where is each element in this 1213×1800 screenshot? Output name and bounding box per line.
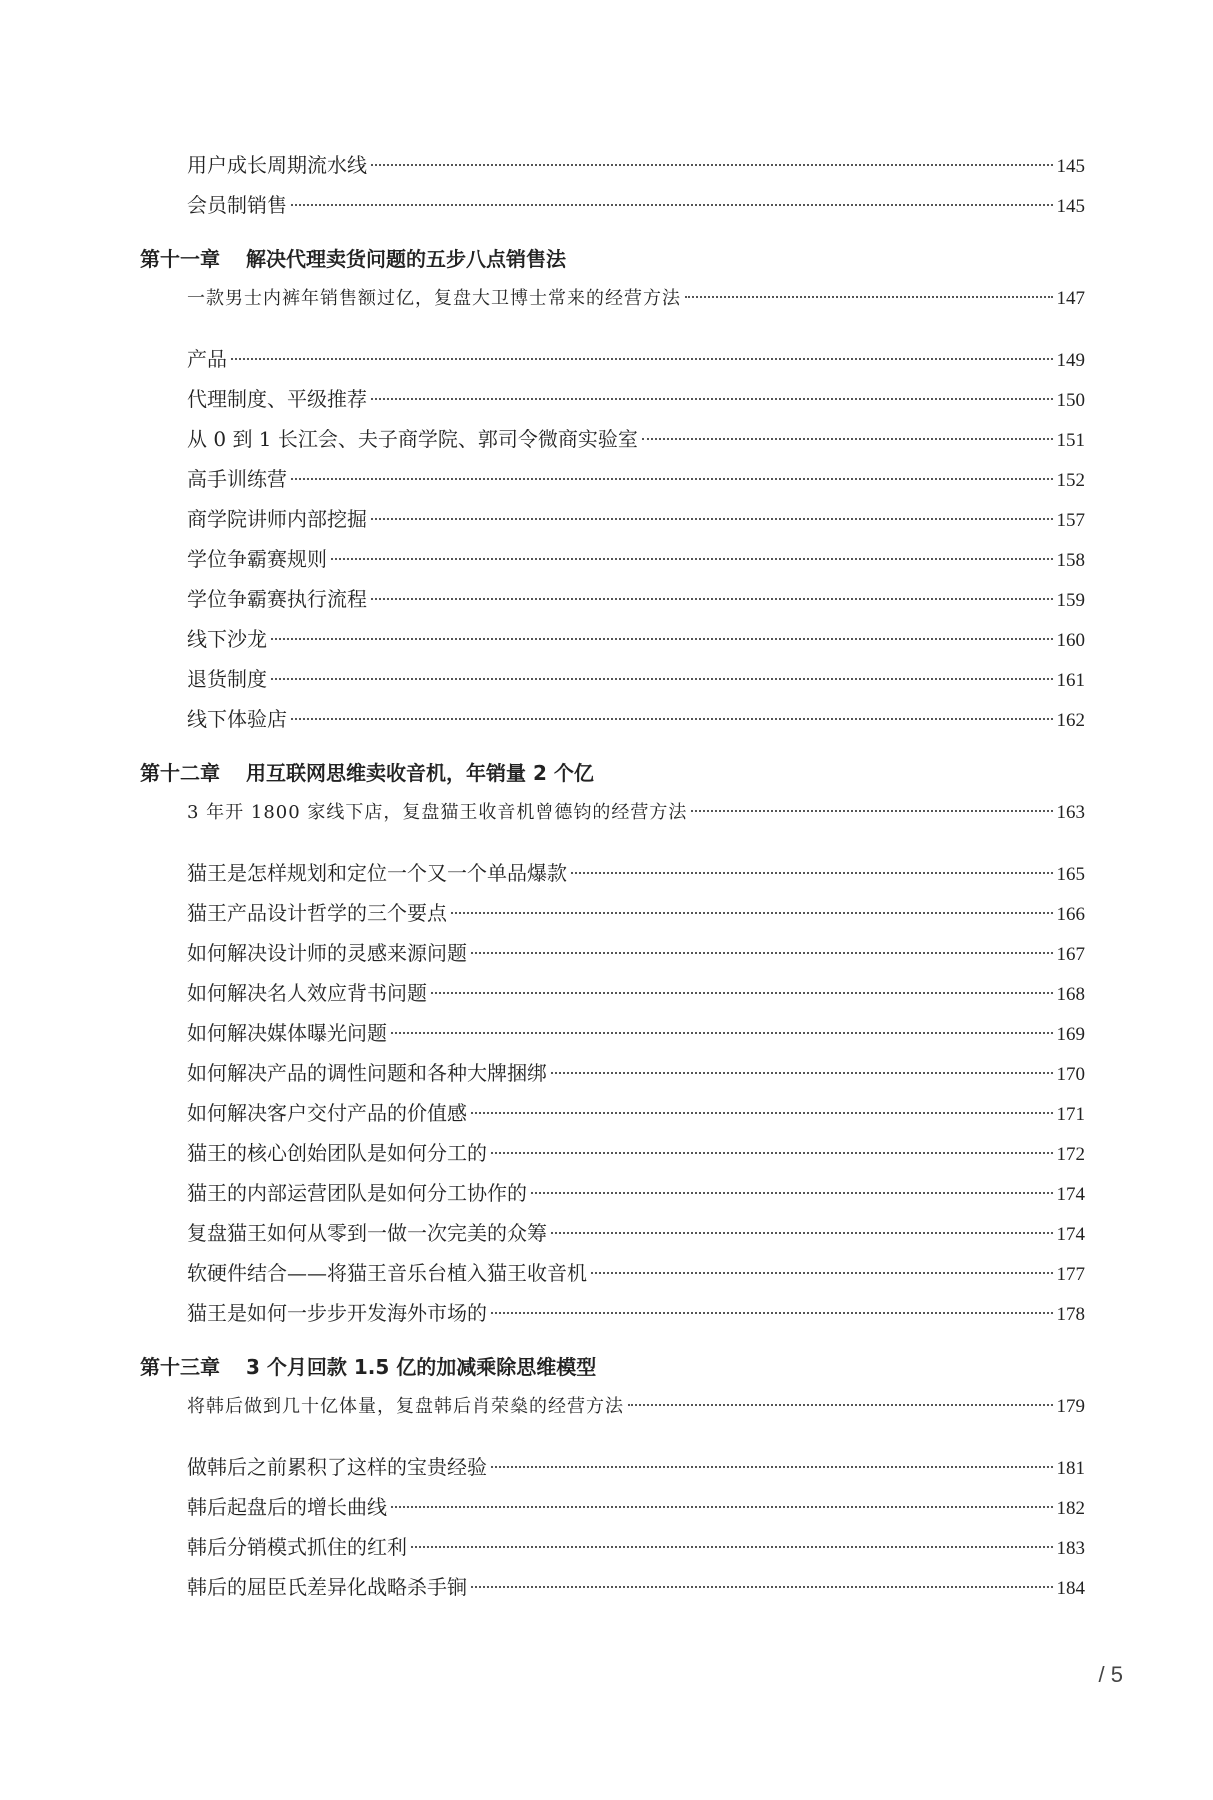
entry-title: 退货制度 — [187, 667, 267, 691]
dot-leader — [551, 1232, 1053, 1234]
entry-page: 174 — [1056, 1184, 1085, 1205]
toc-entry[interactable] — [140, 1013, 1085, 1053]
entry-title: 猫王的内部运营团队是如何分工协作的 — [187, 1181, 527, 1205]
entry-title: 线下沙龙 — [187, 627, 267, 651]
toc-entry[interactable] — [140, 699, 1085, 739]
entry-title: 如何解决媒体曝光问题 — [187, 1021, 387, 1045]
entry-page: 158 — [1056, 550, 1085, 571]
entry-page: 161 — [1056, 670, 1085, 691]
entry-page: 166 — [1056, 904, 1085, 925]
dot-leader — [471, 952, 1053, 954]
dot-leader — [551, 1072, 1053, 1074]
entry-title: 如何解决产品的调性问题和各种大牌捆绑 — [187, 1061, 547, 1085]
toc-entry[interactable] — [140, 619, 1085, 659]
dot-leader — [571, 872, 1053, 874]
chapter-subtitle[interactable] — [140, 1387, 1085, 1427]
entry-title: 如何解决名人效应背书问题 — [187, 981, 427, 1005]
chapter-12 — [140, 753, 1085, 1333]
dot-leader — [491, 1312, 1053, 1314]
dot-leader — [471, 1586, 1053, 1588]
entry-page: 177 — [1056, 1264, 1085, 1285]
toc-entry[interactable] — [140, 853, 1085, 893]
chapter-title: 3 个月回款 1.5 亿的加减乘除思维模型 — [246, 1355, 597, 1379]
dot-leader — [628, 1404, 1053, 1406]
dot-leader — [331, 558, 1053, 560]
toc-entry[interactable] — [140, 579, 1085, 619]
entry-page: 181 — [1056, 1458, 1085, 1479]
dot-leader — [691, 810, 1052, 812]
entry-page: 165 — [1056, 864, 1085, 885]
subtitle-page: 147 — [1056, 288, 1085, 309]
entry-title: 韩后的屈臣氏差异化战略杀手锏 — [187, 1575, 467, 1599]
chapter-subtitle[interactable] — [140, 279, 1085, 319]
toc-entry[interactable] — [140, 499, 1085, 539]
chapter-number: 第十三章 — [140, 1355, 220, 1379]
dot-leader — [291, 718, 1053, 720]
dot-leader — [291, 204, 1053, 206]
toc-entry[interactable] — [140, 659, 1085, 699]
entry-page: 170 — [1056, 1064, 1085, 1085]
dot-leader — [391, 1506, 1053, 1508]
toc-entry[interactable] — [140, 973, 1085, 1013]
page-number: / 5 — [1098, 1662, 1123, 1687]
entry-page: 160 — [1056, 630, 1085, 651]
entry-page: 151 — [1056, 430, 1085, 451]
entry-title: 软硬件结合——将猫王音乐台植入猫王收音机 — [187, 1261, 587, 1285]
entry-title: 做韩后之前累积了这样的宝贵经验 — [187, 1455, 487, 1479]
toc-entry[interactable] — [140, 185, 1085, 225]
dot-leader — [471, 1112, 1053, 1114]
subtitle-text: 将韩后做到几十亿体量，复盘韩后肖荣燊的经营方法 — [187, 1396, 624, 1417]
dot-leader — [411, 1546, 1053, 1548]
toc-entry[interactable] — [140, 1213, 1085, 1253]
entry-title: 从 0 到 1 长江会、夫子商学院、郭司令微商实验室 — [187, 427, 638, 451]
toc-entry[interactable] — [140, 379, 1085, 419]
entry-page: 159 — [1056, 590, 1085, 611]
entry-title: 会员制销售 — [187, 193, 287, 217]
dot-leader — [371, 398, 1053, 400]
entry-title: 用户成长周期流水线 — [187, 153, 367, 177]
toc-entry[interactable] — [140, 145, 1085, 185]
toc-entry[interactable] — [140, 933, 1085, 973]
dot-leader — [391, 1032, 1053, 1034]
entry-title: 猫王是如何一步步开发海外市场的 — [187, 1301, 487, 1325]
entry-page: 172 — [1056, 1144, 1085, 1165]
dot-leader — [371, 518, 1053, 520]
entry-title: 代理制度、平级推荐 — [187, 387, 367, 411]
toc-entry[interactable] — [140, 1173, 1085, 1213]
toc-entry[interactable] — [140, 419, 1085, 459]
entry-title: 复盘猫王如何从零到一做一次完美的众筹 — [187, 1221, 547, 1245]
entry-title: 猫王的核心创始团队是如何分工的 — [187, 1141, 487, 1165]
dot-leader — [271, 678, 1053, 680]
toc-entry[interactable] — [140, 539, 1085, 579]
entry-page: 157 — [1056, 510, 1085, 531]
dot-leader — [642, 438, 1053, 440]
entry-title: 猫王产品设计哲学的三个要点 — [187, 901, 447, 925]
entry-title: 如何解决设计师的灵感来源问题 — [187, 941, 467, 965]
toc-entry[interactable] — [140, 1527, 1085, 1567]
toc-entry[interactable] — [140, 1093, 1085, 1133]
toc-entry[interactable] — [140, 1447, 1085, 1487]
chapter-number: 第十二章 — [140, 761, 220, 785]
toc-entry[interactable] — [140, 1133, 1085, 1173]
dot-leader — [431, 992, 1053, 994]
dot-leader — [291, 478, 1053, 480]
chapter-heading[interactable] — [140, 239, 1085, 279]
entry-page: 171 — [1056, 1104, 1085, 1125]
toc-entry[interactable] — [140, 1253, 1085, 1293]
entry-title: 线下体验店 — [187, 707, 287, 731]
entry-page: 152 — [1056, 470, 1085, 491]
chapter-heading[interactable] — [140, 753, 1085, 793]
entry-title: 韩后起盘后的增长曲线 — [187, 1495, 387, 1519]
entry-page: 168 — [1056, 984, 1085, 1005]
toc-entry[interactable] — [140, 1487, 1085, 1527]
subtitle-page: 163 — [1056, 802, 1085, 823]
entry-page: 182 — [1056, 1498, 1085, 1519]
entry-page: 183 — [1056, 1538, 1085, 1559]
toc-entry[interactable] — [140, 1293, 1085, 1333]
chapter-subtitle[interactable] — [140, 793, 1085, 833]
dot-leader — [685, 296, 1053, 298]
entry-title: 学位争霸赛规则 — [187, 547, 327, 571]
entry-title: 商学院讲师内部挖掘 — [187, 507, 367, 531]
entry-page: 167 — [1056, 944, 1085, 965]
dot-leader — [491, 1152, 1053, 1154]
entry-title: 如何解决客户交付产品的价值感 — [187, 1101, 467, 1125]
dot-leader — [451, 912, 1053, 914]
dot-leader — [371, 598, 1053, 600]
entry-title: 韩后分销模式抓住的红利 — [187, 1535, 407, 1559]
entry-page: 150 — [1056, 390, 1085, 411]
top-entries — [140, 145, 1085, 225]
entry-title: 猫王是怎样规划和定位一个又一个单品爆款 — [187, 861, 567, 885]
dot-leader — [591, 1272, 1053, 1274]
subtitle-text: 一款男士内裤年销售额过亿，复盘大卫博士常来的经营方法 — [187, 288, 681, 309]
toc-entry[interactable] — [140, 1567, 1085, 1607]
entry-title: 高手训练营 — [187, 467, 287, 491]
chapter-title: 用互联网思维卖收音机，年销量 2 个亿 — [246, 761, 594, 785]
dot-leader — [231, 358, 1053, 360]
chapter-heading[interactable] — [140, 1347, 1085, 1387]
toc-entry[interactable] — [140, 339, 1085, 379]
entry-page: 145 — [1056, 196, 1085, 217]
entry-title: 产品 — [187, 347, 227, 371]
entry-page: 184 — [1056, 1578, 1085, 1599]
entry-page: 145 — [1056, 156, 1085, 177]
entry-page: 169 — [1056, 1024, 1085, 1045]
entry-title: 学位争霸赛执行流程 — [187, 587, 367, 611]
dot-leader — [491, 1466, 1053, 1468]
chapter-13 — [140, 1347, 1085, 1607]
toc-entry[interactable] — [140, 459, 1085, 499]
dot-leader — [531, 1192, 1053, 1194]
table-of-contents — [140, 145, 1085, 1607]
entry-page: 174 — [1056, 1224, 1085, 1245]
toc-entry[interactable] — [140, 893, 1085, 933]
chapter-title: 解决代理卖货问题的五步八点销售法 — [246, 247, 566, 271]
entry-page: 149 — [1056, 350, 1085, 371]
subtitle-text: 3 年开 1800 家线下店，复盘猫王收音机曾德钧的经营方法 — [187, 802, 688, 823]
entry-page: 178 — [1056, 1304, 1085, 1325]
toc-entry[interactable] — [140, 1053, 1085, 1093]
chapter-number: 第十一章 — [140, 247, 220, 271]
dot-leader — [271, 638, 1053, 640]
chapter-11 — [140, 239, 1085, 739]
dot-leader — [371, 164, 1053, 166]
subtitle-page: 179 — [1056, 1396, 1085, 1417]
entry-page: 162 — [1056, 710, 1085, 731]
